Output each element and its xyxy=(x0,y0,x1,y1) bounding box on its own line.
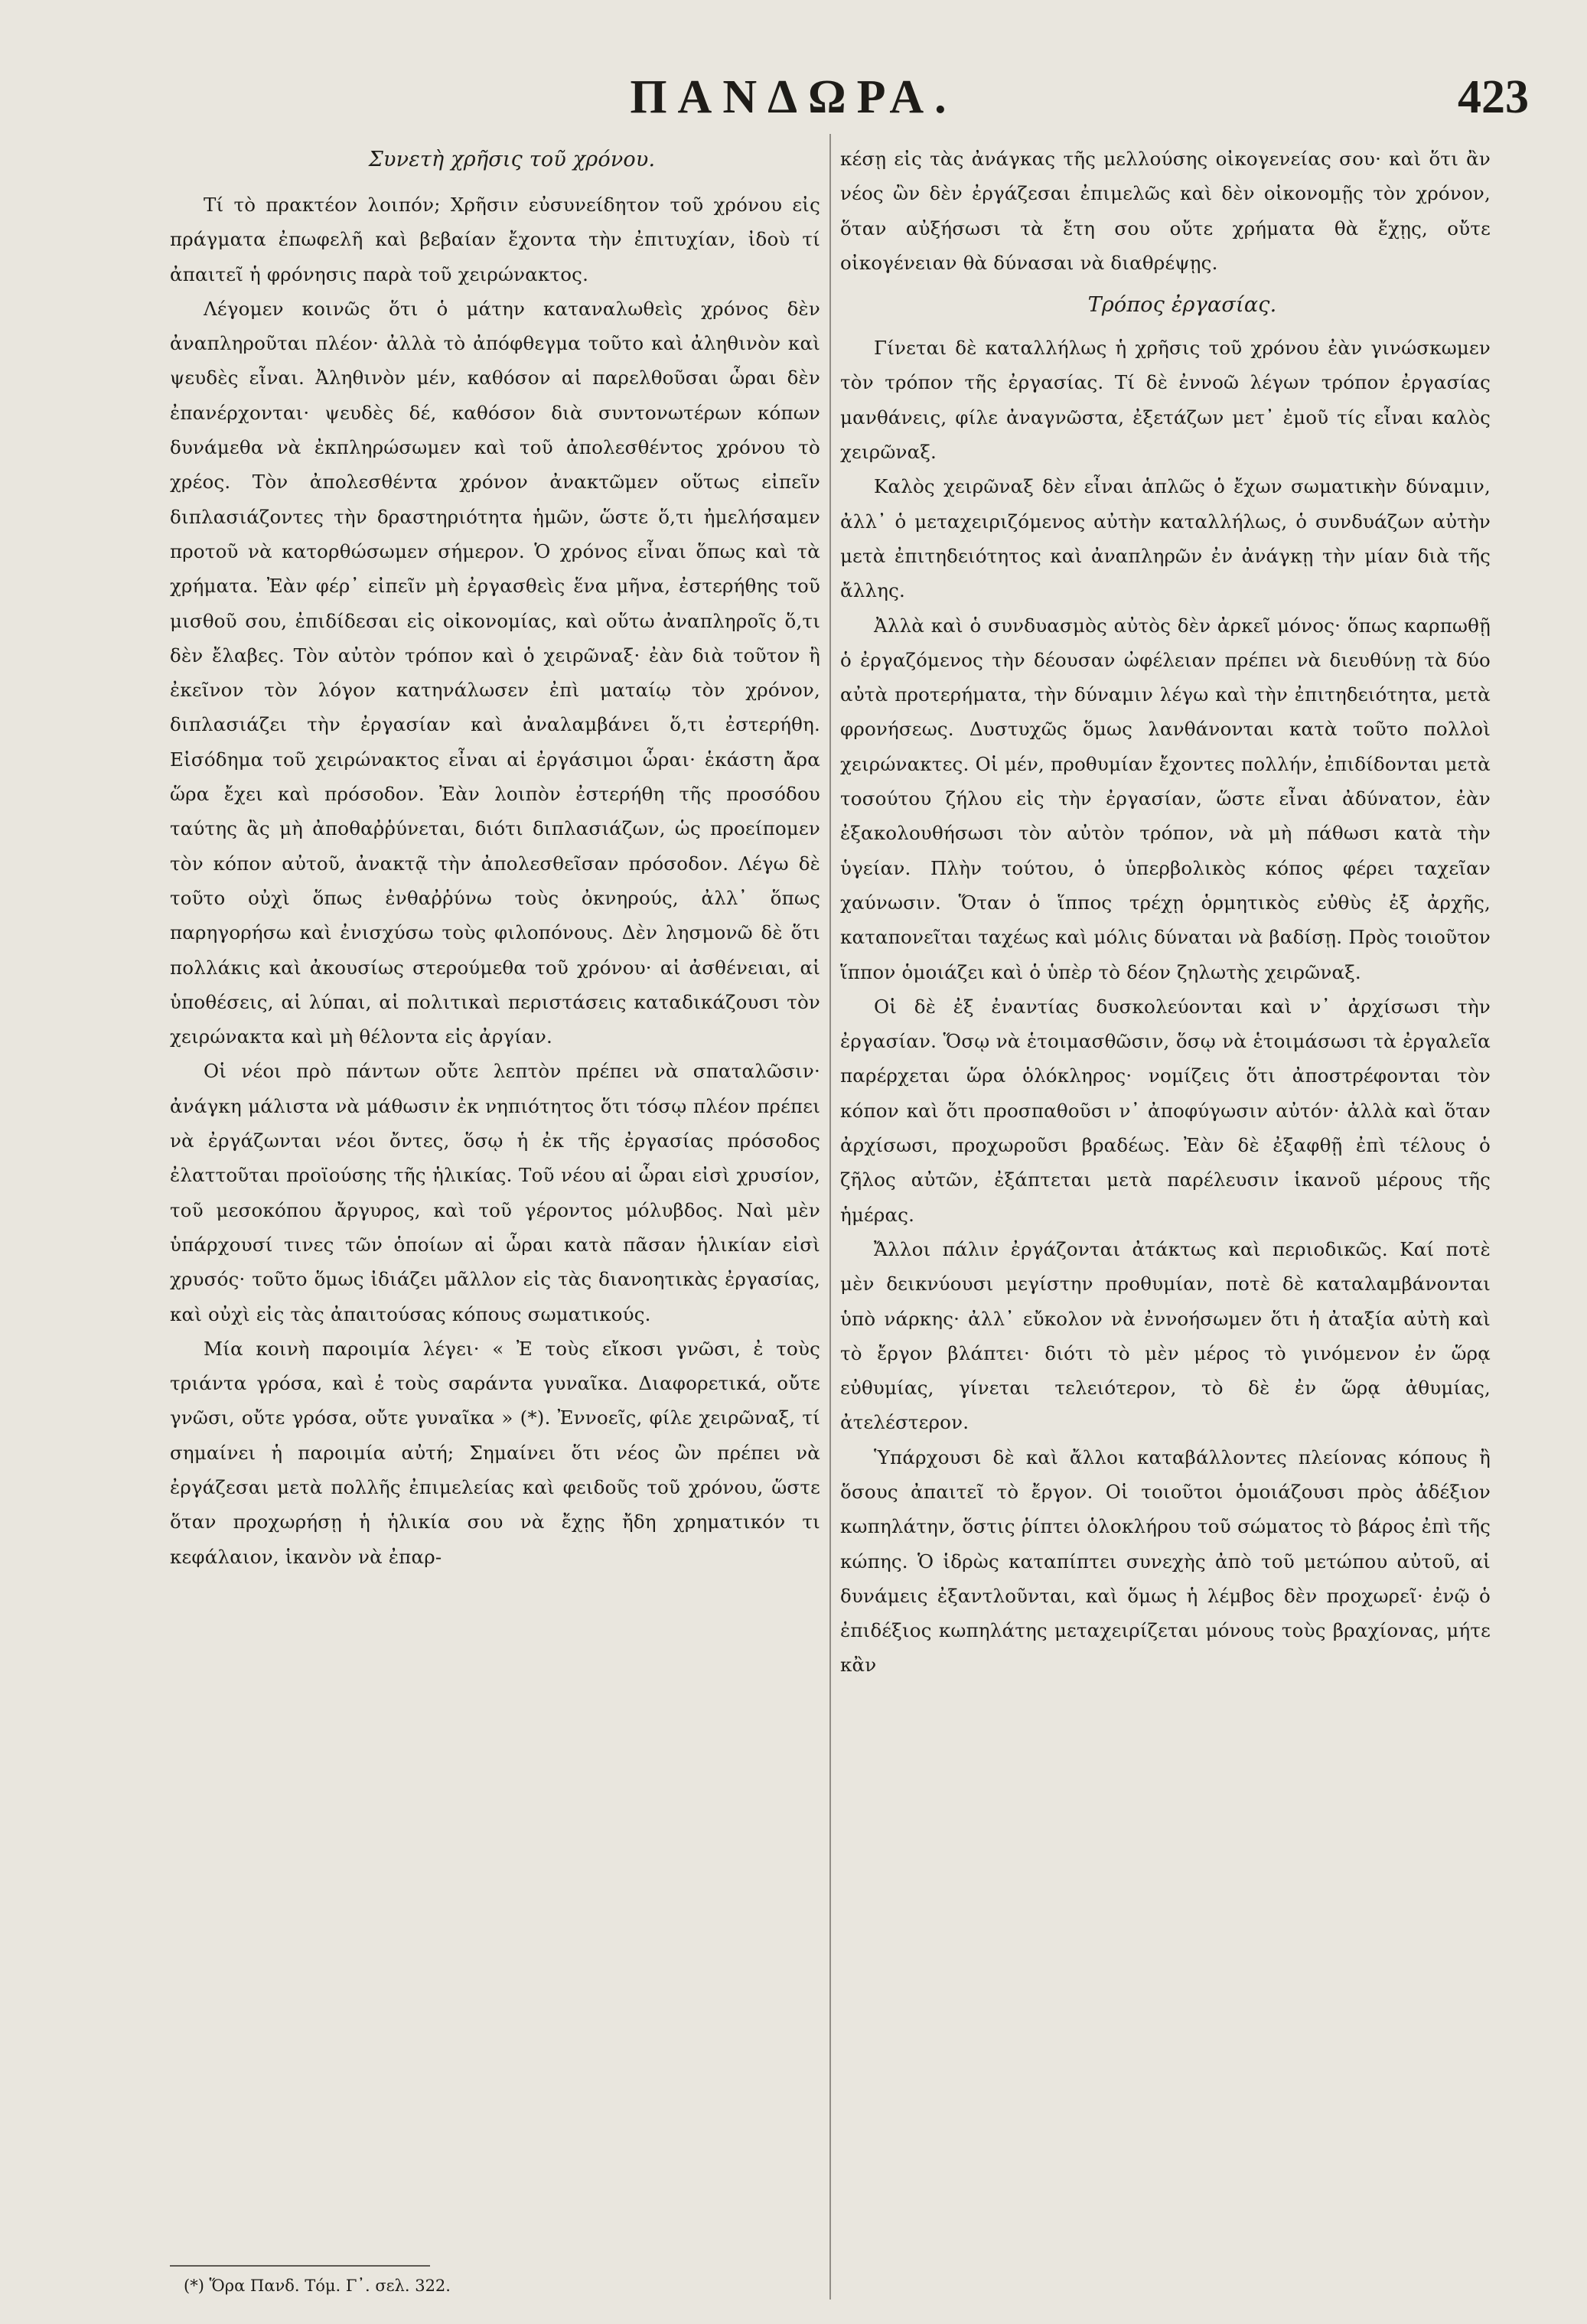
section-heading-method-of-work: Τρόπος ἐργασίας. xyxy=(1087,293,1277,318)
paragraph: Γίνεται δὲ καταλλήλως ἡ χρῆσις τοῦ χρόνου ἐὰν γινώσκωμεν τὸν τρόπον τῆς ἐργασίας. Τί δὲ ἐννοῶ λέγων τρόπον ἐργασίας μανθάνεις, φίλε ἀναγνῶστα, ἐξετάζων μετ᾽ ἐμοῦ τίς εἶναι καλὸς χειρῶναξ. xyxy=(840,337,1491,464)
paragraph: Καλὸς χειρῶναξ δὲν εἶναι ἁπλῶς ὁ ἔχων σωματικὴν δύναμιν, ἀλλ᾽ ὁ μεταχειριζόμενος αὐτὴν καταλλήλως, ὁ συνδυάζων αὐτὴν μετὰ ἐπιτηδειότητος καὶ ἀναπληρῶν ἐν ἀνάγκῃ τὴν μίαν διὰ τῆς ἄλλης. xyxy=(840,475,1491,602)
footnote: (*) Ὅρα Πανδ. Τόμ. Γ᾽. σελ. 322. xyxy=(184,2277,451,2295)
footnote-rule xyxy=(170,2265,430,2267)
paragraph: Ἀλλὰ καὶ ὁ συνδυασμὸς αὐτὸς δὲν ἀρκεῖ μόνος· ὅπως καρπωθῇ ὁ ἐργαζόμενος τὴν δέουσαν ὠφέλειαν πρέπει νὰ διευθύνῃ τὰ δύο αὐτὰ προτερήματα, τὴν δύναμιν λέγω καὶ τὴν ἐπιτηδειότητα, μετὰ φρονήσεως. Δυστυχῶς ὅμως λανθάνονται κατὰ τοῦτο πολλοὶ χειρώνακτες. Οἱ μέν, προθυμίαν ἔχοντες πολλήν, ἐπιδίδονται μετὰ τοσούτου ζήλου εἰς τὴν ἐργασίαν, ὥστε εἶναι ἀδύνατον, ἐὰν ἐξακολουθήσωσι τὸν αὐτὸν τρόπον, νὰ μὴ πάθωσι κατὰ τὴν ὑγείαν. Πλὴν τούτου, ὁ ὑπερβολικὸς κόπος φέρει ταχεῖαν χαύνωσιν. Ὅταν ὁ ἵππος τρέχῃ ὁρμητικὸς εὐθὺς ἐξ ἀρχῆς, καταπονεῖται ταχέως καὶ μόλις δύναται νὰ βαδίσῃ. Πρὸς τοιοῦτον ἵππον ὁμοιάζει καὶ ὁ ὑπὲρ τὸ δέον ζηλωτὴς χειρῶναξ. xyxy=(840,614,1491,983)
paragraph: Λέγομεν κοινῶς ὅτι ὁ μάτην καταναλωθεὶς χρόνος δὲν ἀναπληροῦται πλέον· ἀλλὰ τὸ ἀπόφθεγμα τοῦτο καὶ ἀληθινὸν καὶ ψευδὲς εἶναι. Ἀληθινὸν μέν, καθόσον αἱ παρελθοῦσαι ὧραι δὲν ἐπανέρχονται· ψευδὲς δέ, καθόσον διὰ συντονωτέρων κόπων δυνάμεθα νὰ ἐκπληρώσωμεν καὶ τοῦ ἀπολεσθέντος χρόνου τὸ χρέος. Τὸν ἀπολεσθέντα χρόνον ἀνακτῶμεν οὕτως εἰπεῖν διπλασιάζοντες τὴν δραστηριότητα ἡμῶν, ὥστε ὅ,τι ἠμελήσαμεν προτοῦ νὰ κατορθώσωμεν σήμερον. Ὁ χρόνος εἶναι ὅπως καὶ τὰ χρήματα. Ἐὰν φέρ᾽ εἰπεῖν μὴ ἐργασθεὶς ἕνα μῆνα, ἐστερήθης τοῦ μισθοῦ σου, ἐπιδίδεσαι εἰς οἰκονομίας, καὶ οὕτω ἀναπληροῖς ὅ,τι δὲν ἔλαβες. Τὸν αὐτὸν τρόπον καὶ ὁ χειρῶναξ· ἐὰν διὰ τοῦτον ἢ ἐκεῖνον τὸν λόγον κατηνάλωσεν ἐπὶ ματαίῳ τὸν χρόνον, διπλασιάζει τὴν ἐργασίαν καὶ ἀναλαμβάνει ὅ,τι ἐστερήθη. Εἰσόδημα τοῦ χειρώνακτος εἶναι αἱ ἐργάσιμοι ὧραι· ἑκάστη ἄρα ὥρα ἔχει καὶ πρόσοδον. Ἐὰν λοιπὸν ἐστερήθη τῆς προσόδου ταύτης ἂς μὴ ἀποθαῤῥύνεται, διότι διπλασιάζων, ὡς προείπομεν τὸν κόπον αὐτοῦ, ἀνακτᾷ τὴν ἀπολεσθεῖσαν πρόσοδον. Λέγω δὲ τοῦτο οὐχὶ ὅπως ἐνθαῤῥύνω τοὺς ὀκνηρούς, ἀλλ᾽ ὅπως παρηγορήσω καὶ ἐνισχύσω τοὺς φιλοπόνους. Δὲν λησμονῶ δὲ ὅτι πολλάκις καὶ ἀκουσίως στερούμεθα τοῦ χρόνου· αἱ ἀσθένειαι, αἱ ὑποθέσεις, αἱ λύπαι, αἱ πολιτικαὶ περιστάσεις καταδικάζουσι τὸν χειρώνακτα καὶ μὴ θέλοντα εἰς ἀργίαν. xyxy=(170,297,820,1048)
paragraph-continuation: κέσῃ εἰς τὰς ἀνάγκας τῆς μελλούσης οἰκογενείας σου· καὶ ὅτι ἂν νέος ὢν δὲν ἐργάζεσαι ἐπιμελῶς καὶ δὲν οἰκονομῇς τὸν χρόνον, ὅταν αὐξήσωσι τὰ ἔτη σου οὔτε χρήματα θὰ ἔχῃς, οὔτε οἰκογένειαν θὰ δύνασαι νὰ διαθρέψῃς. xyxy=(840,148,1491,274)
paragraph: Ἄλλοι πάλιν ἐργάζονται ἀτάκτως καὶ περιοδικῶς. Καί ποτὲ μὲν δεικνύουσι μεγίστην προθυμίαν, ποτὲ δὲ καταλαμβάνονται ὑπὸ νάρκης· ἀλλ᾽ εὔκολον νὰ ἐννοήσωμεν ὅτι ἡ ἀταξία αὐτὴ καὶ τὸ ἔργον βλάπτει· διότι τὸ μὲν μέρος τὸ γινόμενον ἐν ὥρᾳ εὐθυμίας, γίνεται τελειότερον, τὸ δὲ ἐν ὥρᾳ ἀθυμίας, ἀτελέστερον. xyxy=(840,1237,1491,1434)
column-divider xyxy=(829,134,831,2300)
paragraph: Μία κοινὴ παροιμία λέγει· « Ἐ τοὺς εἴκοσι γνῶσι, ἐ τοὺς τριάντα γρόσα, καὶ ἐ τοὺς σαράντα γυναῖκα. Διαφορετικά, οὔτε γνῶσι, οὔτε γρόσα, οὔτε γυναῖκα » (*). Ἐννοεῖς, φίλε χειρῶναξ, τί σημαίνει ἡ παροιμία αὐτή; Σημαίνει ὅτι νέος ὢν πρέπει νὰ ἐργάζεσαι μετὰ πολλῆς ἐπιμελείας καὶ φειδοῦς τοῦ χρόνου, ὥστε ὅταν προχωρήσῃ ἡ ἡλικία σου νὰ ἔχῃς ἤδη χρηματικόν τι κεφάλαιον, ἱκανὸν νὰ ἐπαρ- xyxy=(170,1337,820,1568)
paragraph: Οἱ νέοι πρὸ πάντων οὔτε λεπτὸν πρέπει νὰ σπαταλῶσιν· ἀνάγκη μάλιστα νὰ μάθωσιν ἐκ νηπιότητος ὅτι τόσῳ πλέον πρέπει νὰ ἐργάζωνται νέοι ὄντες, ὅσῳ ἡ ἐκ τῆς ἐργασίας πρόσοδος ἐλαττοῦται προϊούσης τῆς ἡλικίας. Τοῦ νέου αἱ ὧραι εἰσὶ χρυσίον, τοῦ μεσοκόπου ἄργυρος, καὶ τοῦ γέροντος μόλυβδος. Ναὶ μὲν ὑπάρχουσί τινες τῶν ὁποίων αἱ ὧραι κατὰ πᾶσαν ἡλικίαν εἰσὶ χρυσός· τοῦτο ὅμως ἰδιάζει μᾶλλον εἰς τὰς διανοητικὰς ἐργασίας, καὶ οὐχὶ εἰς τὰς ἀπαιτούσας κόπους σωματικούς. xyxy=(170,1060,820,1325)
page-number: 423 xyxy=(1458,71,1529,123)
paragraph: Τί τὸ πρακτέον λοιπόν; Χρῆσιν εὐσυνείδητον τοῦ χρόνου εἰς πράγματα ἐπωφελῆ καὶ βεβαίαν ἔχοντα τὴν ἐπιτυχίαν, ἰδοὺ τί ἀπαιτεῖ ἡ φρόνησις παρὰ τοῦ χειρώνακτος. xyxy=(170,194,820,285)
right-column xyxy=(840,142,1491,1683)
left-column xyxy=(170,142,820,1574)
paragraph: Ὑπάρχουσι δὲ καὶ ἄλλοι καταβάλλοντες πλείονας κόπους ἢ ὅσους ἀπαιτεῖ τὸ ἔργον. Οἱ τοιοῦτοι ὁμοιάζουσι πρὸς ἀδέξιον κωπηλάτην, ὅστις ῥίπτει ὁλοκλήρου τοῦ σώματος τὸ βάρος ἐπὶ τῆς κώπης. Ὁ ἱδρὼς καταπίπτει συνεχὴς ἀπὸ τοῦ μετώπου αὐτοῦ, αἱ δυνάμεις ἐξαντλοῦνται, καὶ ὅμως ἡ λέμβος δὲν προχωρεῖ· ἐνῷ ὁ ἐπιδέξιος κωπηλάτης μεταχειρίζεται μόνους τοὺς βραχίονας, μήτε κἂν xyxy=(840,1446,1491,1677)
paragraph: Οἱ δὲ ἐξ ἐναντίας δυσκολεύονται καὶ ν᾽ ἀρχίσωσι τὴν ἐργασίαν. Ὅσῳ νὰ ἑτοιμασθῶσιν, ὅσῳ νὰ ἑτοιμάσωσι τὰ ἐργαλεῖα παρέρχεται ὥρα ὁλόκληρος· νομίζεις ὅτι ἀποστρέφονται τὸν κόπον καὶ ὅτι προσπαθοῦσι ν᾽ ἀποφύγωσιν αὐτόν· ἀλλὰ καὶ ὅταν ἀρχίσωσι, προχωροῦσι βραδέως. Ἐὰν δὲ ἐξαφθῇ ἐπὶ τέλους ὁ ζῆλος αὐτῶν, ἐξάπτεται μετὰ παρέλευσιν ἱκανοῦ μέρους τῆς ἡμέρας. xyxy=(840,995,1491,1226)
journal-title: ΠΑΝΔΩΡΑ. xyxy=(630,71,957,123)
section-heading-wise-use-of-time: Συνετὴ χρῆσις τοῦ χρόνου. xyxy=(368,148,656,171)
